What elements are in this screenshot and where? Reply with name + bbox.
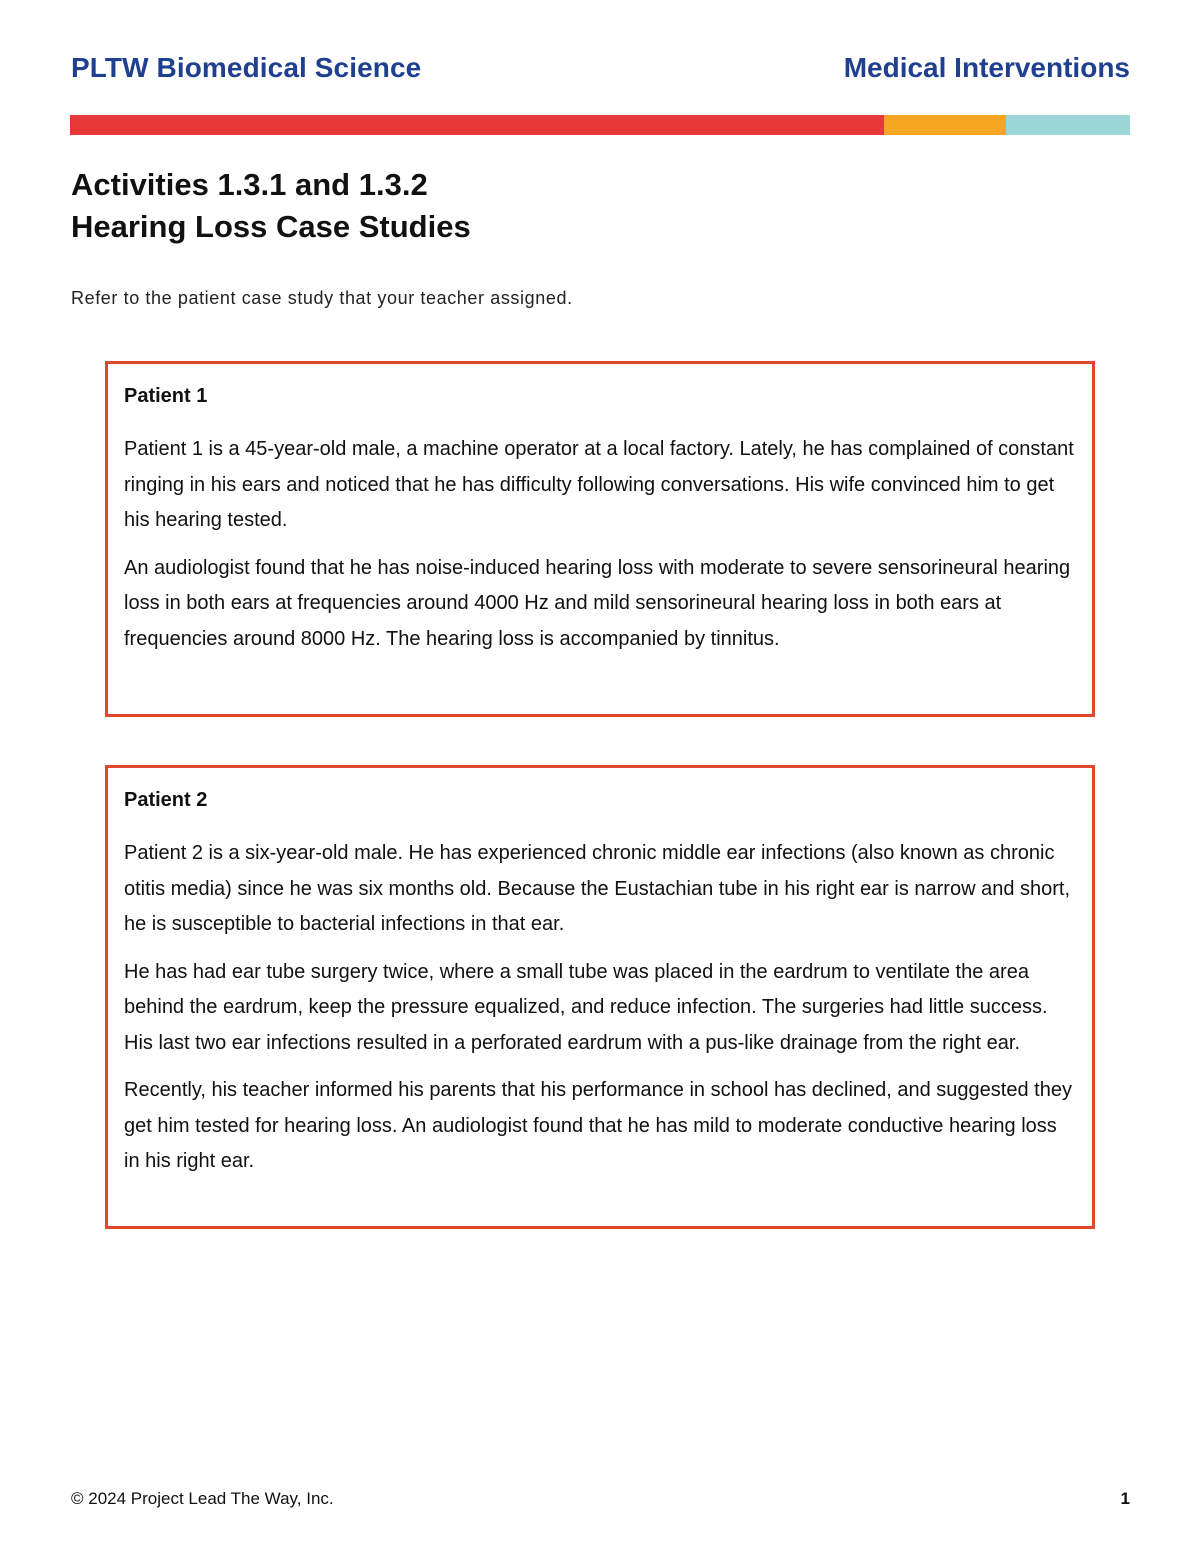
patient-2-paragraph-2: He has had ear tube surgery twice, where a small tube was placed in the eardrum to ventilate the area behind the eardrum, keep the pressure equalized, and reduce infection. The surgeries had little success. His last two ear infections resulted in a perforated eardrum with a pus-like drainage from the right ear. [124,960,1048,1054]
patient-1-title: Patient 1 [124,385,208,407]
header-color-bar [70,115,1130,135]
patient-2-paragraph-3: Recently, his teacher informed his parents that his performance in school has declined, and suggested they get him tested for hearing loss. An audiologist found that he has mild to moderate conductive hearing loss in his right ear. [124,1079,1072,1172]
patient-1-case-box [105,361,1095,717]
color-bar-teal-segment [1006,115,1130,135]
footer-copyright: © 2024 Project Lead The Way, Inc. [71,1489,334,1508]
page-title-line-2: Hearing Loss Case Studies [71,209,471,244]
intro-text: Refer to the patient case study that your teacher assigned. [71,288,573,308]
patient-1-paragraph-2: An audiologist found that he has noise-induced hearing loss with moderate to severe sensorineural hearing loss in both ears at frequencies around 4000 Hz and mild sensorineural hearing loss in both ears at frequencies around 8000 Hz. The hearing loss is accompanied by tinnitus. [124,556,1071,650]
color-bar-red-segment [70,115,884,135]
footer-page-number: 1 [1120,1489,1130,1508]
patient-2-paragraph-1: Patient 2 is a six-year-old male. He has experienced chronic middle ear infections (also known as chronic otitis media) since he was six months old. Because the Eustachian tube in his right ear is narrow and short, he is susceptible to bacterial infections in that ear. [124,842,1071,935]
patient-2-case-box [105,765,1095,1229]
page-title [71,164,471,248]
header-course-title: Medical Interventions [843,52,1130,83]
color-bar-orange-segment [884,115,1006,135]
patient-1-paragraph-1: Patient 1 is a 45-year-old male, a machine operator at a local factory. Lately, he has complained of constant ringing in his ears and noticed that he has difficulty following conversations. His wife convinced him to get his hearing tested. [124,438,1074,531]
page-title-line-1: Activities 1.3.1 and 1.3.2 [71,167,428,202]
patient-2-title: Patient 2 [124,789,208,811]
header-program-title: PLTW Biomedical Science [71,52,422,83]
